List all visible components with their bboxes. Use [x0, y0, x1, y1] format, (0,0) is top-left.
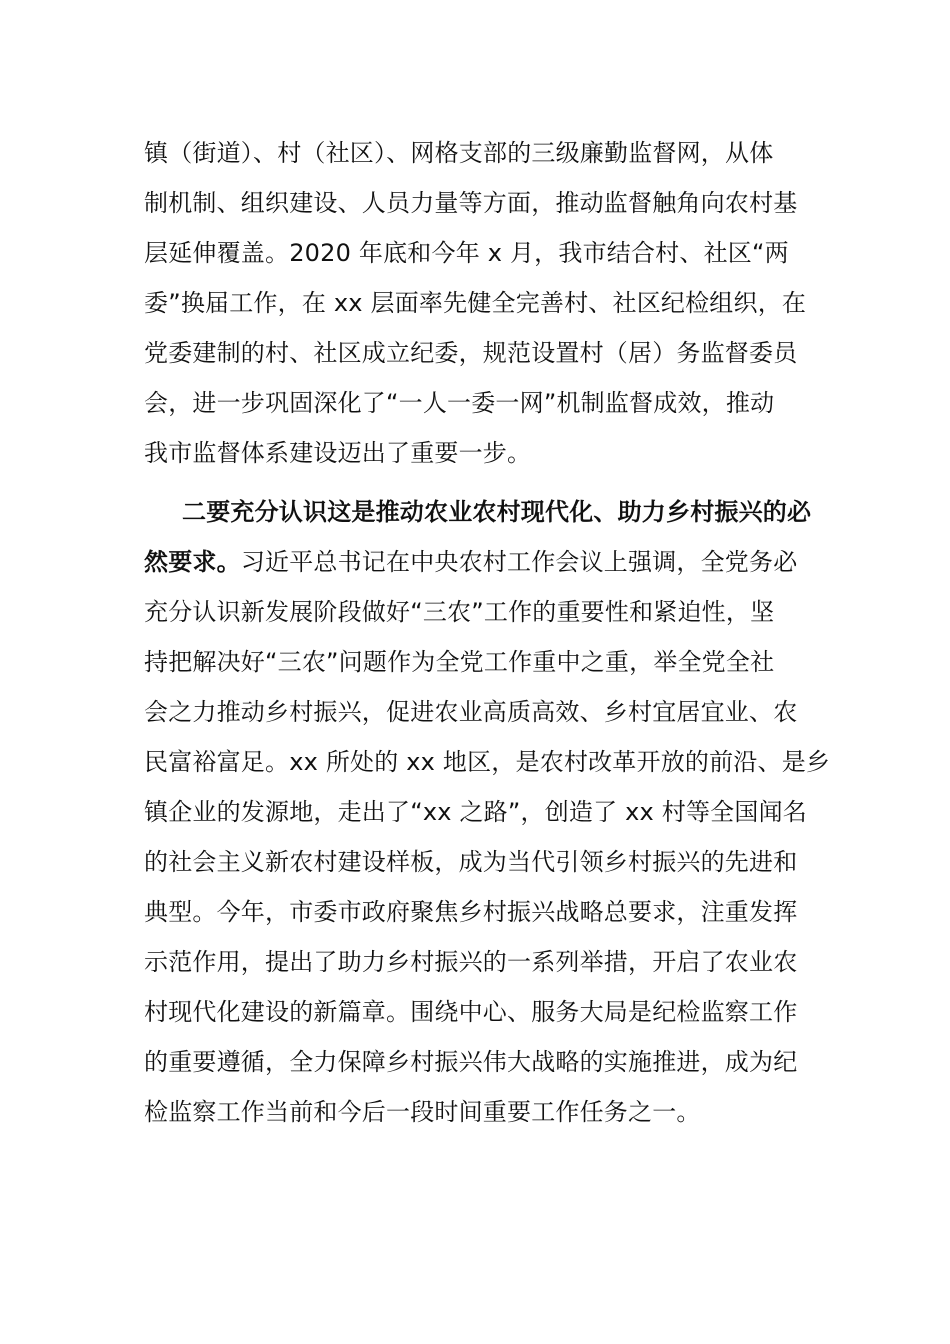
text-line: 持把解决好“三农”问题作为全党工作重中之重，举全党全社 [144, 648, 775, 676]
text-line: 制机制、组织建设、人员力量等方面，推动监督触角向农村基 [144, 189, 798, 217]
text-line: 我市监督体系建设迈出了重要一步。 [144, 439, 532, 467]
text-line: 民富裕富足。xx 所处的 xx 地区，是农村改革开放的前沿、是乡 [144, 748, 831, 776]
paragraph-1 [144, 128, 809, 478]
paragraph-heading: 二要充分认识这是推动农业农村现代化、助力乡村振兴的必 [182, 498, 812, 526]
text-line: 会之力推动乡村振兴，促进农业高质高效、乡村宜居宜业、农 [144, 698, 798, 726]
text-line: 检监察工作当前和今后一段时间重要工作任务之一。 [144, 1098, 701, 1126]
text-line: 镇（街道）、村（社区）、网格支部的三级廉勤监督网，从体 [144, 139, 774, 167]
text-line: 党委建制的村、社区成立纪委，规范设置村（居）务监督委员 [144, 339, 798, 367]
paragraph-2 [144, 487, 831, 1137]
text-line: 典型。今年，市委市政府聚焦乡村振兴战略总要求，注重发挥 [144, 898, 798, 926]
text-line: 镇企业的发源地，走出了“xx 之路”，创造了 xx 村等全国闻名 [144, 798, 807, 826]
text-line: 充分认识新发展阶段做好“三农”工作的重要性和紧迫性，坚 [144, 598, 775, 626]
paragraph-heading-end: 然要求。 [144, 548, 241, 576]
text-line: 委”换届工作，在 xx 层面率先健全完善村、社区纪检组织，在 [144, 289, 807, 317]
text-line: 会，进一步巩固深化了“一人一委一网”机制监督成效，推动 [144, 389, 775, 417]
text-line: 的社会主义新农村建设样板，成为当代引领乡村振兴的先进和 [144, 848, 798, 876]
text-line: 村现代化建设的新篇章。围绕中心、服务大局是纪检监察工作 [144, 998, 798, 1026]
text-line: 层延伸覆盖。2020 年底和今年 x 月，我市结合村、社区“两 [144, 239, 789, 267]
text-line [144, 537, 809, 587]
text-line: 示范作用，提出了助力乡村振兴的一系列举措，开启了农业农 [144, 948, 798, 976]
text-line: 的重要遵循，全力保障乡村振兴伟大战略的实施推进，成为纪 [144, 1048, 798, 1076]
paragraph-text: 习近平总书记在中央农村工作会议上强调，全党务必 [240, 548, 798, 576]
text-line [144, 487, 812, 537]
